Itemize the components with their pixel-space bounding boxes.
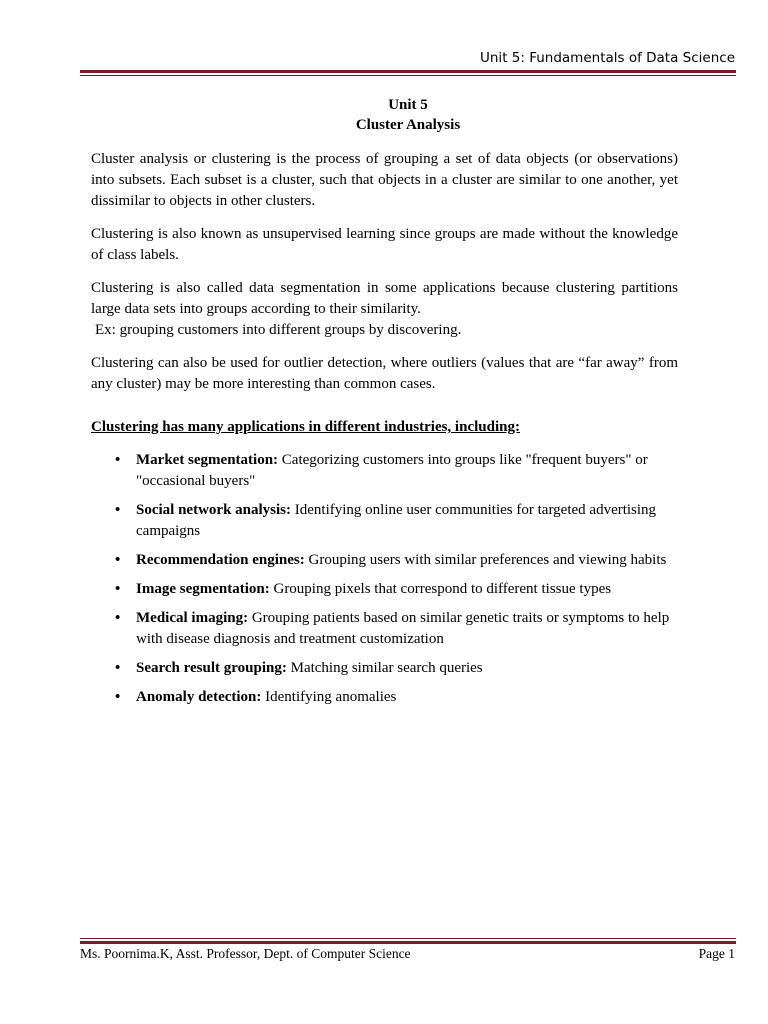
list-item xyxy=(91,450,678,492)
list-item-term: Social network analysis: xyxy=(136,502,292,518)
bullet-icon: • xyxy=(115,452,121,468)
header-rule xyxy=(80,70,736,76)
bullet-icon: • xyxy=(115,689,121,705)
bullet-icon: • xyxy=(115,502,121,518)
list-item-term: Recommendation engines: xyxy=(136,552,305,568)
list-item-term: Medical imaging: xyxy=(136,610,249,626)
list-item-term: Search result grouping: xyxy=(136,660,287,676)
unit-title: Unit 5 xyxy=(388,97,428,113)
paragraph-unsupervised: Clustering is also known as unsupervised learning since groups are made without the knowledge of class labels. xyxy=(91,226,678,263)
list-item-text: Grouping users with similar preferences and viewing habits xyxy=(304,552,667,568)
running-header: Unit 5: Fundamentals of Data Science xyxy=(480,50,735,66)
bullet-icon: • xyxy=(115,660,121,676)
list-item-text: Matching similar search queries xyxy=(286,660,483,676)
list-item-term: Image segmentation: xyxy=(136,581,270,597)
main-content xyxy=(91,149,678,716)
paragraph-segmentation: Clustering is also called data segmentation in some applications because clustering partitions large data sets into groups according to their similarity. xyxy=(91,280,678,317)
page-number: Page 1 xyxy=(698,946,735,961)
list-item-term: Anomaly detection: xyxy=(136,689,262,705)
list-item-text: Grouping patients based on similar genetic traits or symptoms to help with disease diagnosis and treatment customization xyxy=(136,610,670,647)
topic-title: Cluster Analysis xyxy=(355,117,461,133)
bullet-icon: • xyxy=(115,581,121,597)
list-item xyxy=(91,687,678,708)
paragraph-example: Ex: grouping customers into different groups by discovering. xyxy=(95,322,462,338)
list-item-term: Market segmentation: xyxy=(136,452,279,468)
title-block xyxy=(80,95,736,135)
list-item xyxy=(91,658,678,679)
list-item xyxy=(91,579,678,600)
applications-list xyxy=(91,450,678,708)
list-item xyxy=(91,550,678,571)
paragraph-definition: Cluster analysis or clustering is the process of grouping a set of data objects (or observations) into subsets. Each subset is a cluster, such that objects in a cluster are similar to one another, yet dissimilar to objects in other clusters. xyxy=(91,151,678,209)
paragraph-outlier: Clustering can also be used for outlier detection, where outliers (values that are “far away” from any cluster) may be more interesting than common cases. xyxy=(91,355,678,392)
applications-heading: Clustering has many applications in different industries, including: xyxy=(91,419,520,435)
list-item xyxy=(91,608,678,650)
bullet-icon: • xyxy=(115,552,121,568)
bullet-icon: • xyxy=(115,610,121,626)
footer-rule xyxy=(80,938,736,944)
list-item xyxy=(91,500,678,542)
list-item-text: Grouping pixels that correspond to different tissue types xyxy=(269,581,612,597)
list-item-text: Identifying online user communities for targeted advertising campaigns xyxy=(136,502,657,539)
footer-author: Ms. Poornima.K, Asst. Professor, Dept. of Computer Science xyxy=(80,946,411,961)
list-item-text: Identifying anomalies xyxy=(261,689,397,705)
list-item-text: Categorizing customers into groups like "frequent buyers" or "occasional buyers" xyxy=(136,452,648,489)
